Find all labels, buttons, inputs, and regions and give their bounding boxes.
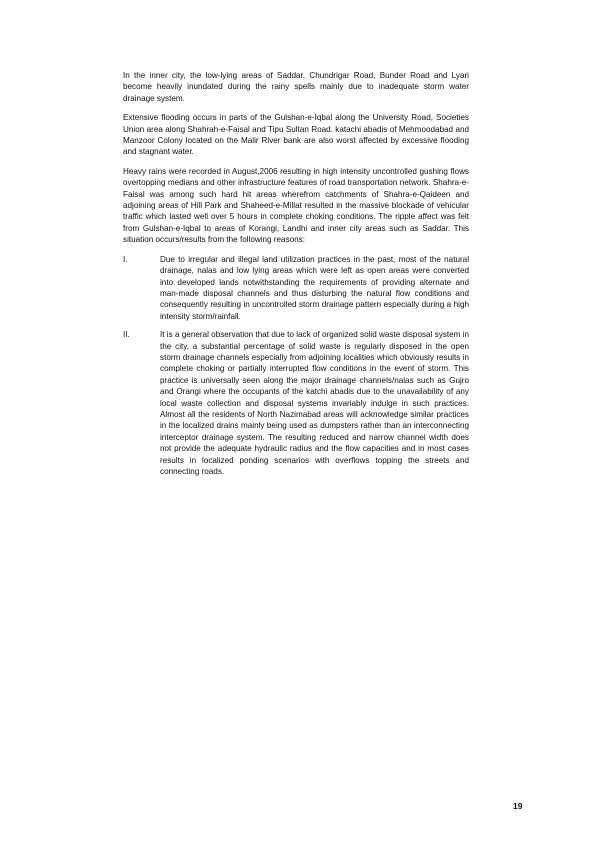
page-number: 19 [513,801,523,811]
reason-item-2 [123,329,469,477]
reason-item-1 [123,254,469,322]
reason-marker: I. [123,254,128,264]
reason-text: Due to irregular and illegal land utilization practices in the past, most of the natural drainage, nalas and low lying areas which were left as open areas were converted into developed lands notwithstanding the requirements of providing alternate and man-made disposal channels and thus disturbing the natural flow conditions and consequently resulting in uncontrolled storm drainage pattern especially during a high intensity storm/rainfall. [160,254,469,321]
page-body [123,70,469,484]
paragraph-heavy-rains: Heavy rains were recorded in August,2006 resulting in high intensity uncontrolled gushing flows overtopping medians and other infrastructure features of road transportation network. Shahra-e-Faisal was among such hard hit areas wherefrom catchments of Shahra-e-Qaideen and adjoining areas of Hill Park and Shaheed-e-Millat resulted in the massive blockade of vehicular traffic which lasted well over 5 hours in complete choking conditions. The ripple affect was felt from Gulshan-e-Iqbal to areas of Korangi, Landhi and inner city areas such as Saddar. This situation occurs/results from the following reasons: [123,166,469,245]
reason-marker: II. [123,330,130,340]
paragraph-inner-city: In the inner city, the low-lying areas of Saddar, Chundrigar Road, Bunder Road and Lyari become heavily inundated during the rainy spells mainly due to inadequate storm water drainage system. [123,71,469,103]
paragraph-extensive-flooding: Extensive flooding occurs in parts of the Gulshan-e-Iqbal along the University Road, Societies Union area along Shahrah-e-Faisal and Tipu Sultan Road. katachi abadis of Mehmoodabad and Manzoor Colony located on the Malir River bank are also worst affected by excessive flooding and stagnant water. [123,113,469,157]
reason-text: It is a general observation that due to lack of organized solid waste disposal system in the city, a substantial percentage of solid waste is regularly disposed in the open storm drainage channels especially from adjoining localities which obviously results in complete choking or partially interrupted flow conditions in the event of storm. This practice is universally seen along the major drainage channels/nalas such as Gujro and Orangi where the occupants of the katchi abadis due to the unavailability of any local waste collection and disposal systems invariably indulge in such practices. Almost all the residents of North Nazimabad areas will acknowledge similar practices in the localized drains mainly being used as dumpsters rather than an interconnecting interceptor drainage system. The resulting reduced and narrow channel width does not provide the adequate hydraulic radius and the flow capacities and in most cases results in localized ponding scenarios with overflows topping the streets and connecting roads. [160,330,469,476]
